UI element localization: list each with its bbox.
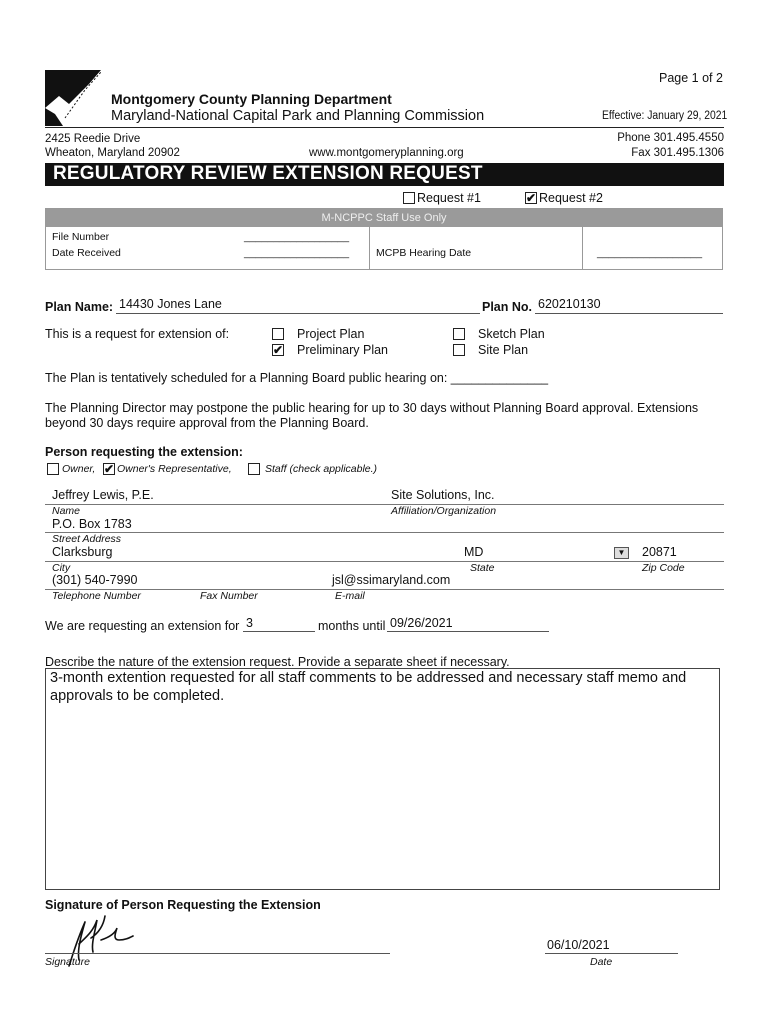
request-2-checkbox[interactable]: ✔: [526, 191, 537, 205]
zip-input[interactable]: 20871: [642, 545, 677, 559]
staff-use-header: M-NCPPC Staff Use Only: [46, 209, 722, 227]
org-label: Affiliation/Organization: [391, 505, 497, 517]
site-plan-checkbox[interactable]: [453, 344, 465, 356]
plan-name-label: Plan Name:: [45, 300, 114, 314]
state-dropdown-button[interactable]: ▼: [614, 547, 629, 559]
project-plan-label: Project Plan: [297, 327, 365, 341]
owners-rep-checkbox[interactable]: ✔: [104, 462, 115, 476]
date-received-field[interactable]: __________________: [244, 247, 350, 259]
extension-lead: We are requesting an extension for: [45, 619, 240, 633]
phone: Phone 301.495.4550: [617, 132, 724, 144]
project-plan-checkbox[interactable]: [272, 328, 284, 340]
plan-no-input[interactable]: 620210130: [538, 297, 601, 311]
plan-no-underline: [535, 313, 723, 314]
date-line: [545, 953, 678, 954]
date-input[interactable]: 06/10/2021: [547, 938, 610, 952]
director-text-1: The Planning Director may postpone the public hearing for up to 30 days without Planning Board approval. Extensions: [45, 401, 699, 415]
staff-divider: [582, 227, 583, 270]
header-rule: [45, 127, 724, 128]
until-date-input[interactable]: 09/26/2021: [390, 616, 453, 630]
mcpb-hearing-field[interactable]: __________________: [597, 247, 703, 259]
email-label: E-mail: [335, 590, 365, 602]
form-title: REGULATORY REVIEW EXTENSION REQUEST: [53, 163, 483, 184]
months-underline: [243, 631, 315, 632]
name-label: Name: [52, 505, 81, 517]
org-input[interactable]: Site Solutions, Inc.: [391, 488, 495, 502]
until-underline: [387, 631, 549, 632]
state-label: State: [470, 562, 495, 574]
plan-name-underline: [116, 313, 480, 314]
signature-heading: Signature of Person Requesting the Extension: [45, 898, 321, 912]
date-received-label: Date Received: [52, 247, 121, 259]
signature-label: Signature: [45, 956, 90, 968]
preliminary-plan-checkbox[interactable]: ✔: [273, 343, 284, 357]
name-input[interactable]: Jeffrey Lewis, P.E.: [52, 488, 154, 502]
street-rule: [45, 532, 724, 533]
form-title-bar: [45, 163, 724, 186]
zip-label: Zip Code: [642, 562, 685, 574]
description-text: 3-month extention requested for all staff comments to be addressed and necessary staff memo and approvals to be completed.: [50, 670, 687, 704]
staff-use-box: [45, 208, 723, 270]
person-heading: Person requesting the extension:: [45, 445, 243, 459]
website: www.montgomeryplanning.org: [309, 147, 464, 159]
director-text-2: beyond 30 days require approval from the Planning Board.: [45, 416, 369, 430]
preliminary-plan-label: Preliminary Plan: [297, 343, 389, 357]
description-textarea[interactable]: [45, 668, 720, 890]
staff-checkbox[interactable]: [248, 463, 260, 475]
sketch-plan-label: Sketch Plan: [478, 327, 545, 341]
page-number: Page 1 of 2: [659, 71, 723, 85]
effective-date: Effective: January 29, 2021: [602, 110, 728, 122]
fax: Fax 301.495.1306: [631, 147, 724, 159]
file-number-field[interactable]: __________________: [244, 231, 350, 243]
city-input[interactable]: Clarksburg: [52, 545, 113, 559]
city-label: City: [52, 562, 71, 574]
description-label: Describe the nature of the extension request. Provide a separate sheet if necessary.: [45, 655, 510, 669]
owners-rep-label: Owner's Representative,: [117, 463, 232, 475]
staff-divider: [369, 227, 370, 270]
signature-line[interactable]: [45, 953, 390, 954]
department-name: Montgomery County Planning Department: [111, 91, 392, 107]
mncppc-logo: [45, 70, 101, 126]
sketch-plan-checkbox[interactable]: [453, 328, 465, 340]
request-2-label: Request #2: [539, 191, 603, 205]
city-rule: [45, 561, 724, 562]
plan-no-label: Plan No.: [482, 300, 533, 314]
request-1-checkbox[interactable]: [403, 192, 415, 204]
address-line-1: 2425 Reedie Drive: [45, 133, 141, 145]
name-rule: [45, 504, 724, 505]
site-plan-label: Site Plan: [478, 343, 529, 357]
file-number-label: File Number: [52, 231, 110, 243]
extension-mid: months until: [318, 619, 386, 633]
address-line-2: Wheaton, Maryland 20902: [45, 147, 180, 159]
months-input[interactable]: 3: [246, 616, 253, 630]
fax-label: Fax Number: [200, 590, 258, 602]
street-input[interactable]: P.O. Box 1783: [52, 517, 132, 531]
owner-checkbox[interactable]: [47, 463, 59, 475]
request-1-label: Request #1: [417, 191, 481, 205]
owner-label: Owner,: [62, 463, 96, 475]
email-input[interactable]: jsl@ssimaryland.com: [332, 573, 451, 587]
state-select[interactable]: MD: [464, 545, 484, 559]
mcpb-hearing-label: MCPB Hearing Date: [376, 247, 472, 259]
hearing-text: The Plan is tentatively scheduled for a Planning Board public hearing on: ______________: [45, 371, 549, 385]
staff-label: Staff (check applicable.): [265, 463, 378, 475]
commission-name: Maryland-National Capital Park and Planning Commission: [111, 108, 485, 124]
street-label: Street Address: [52, 533, 122, 545]
phone-label: Telephone Number: [52, 590, 141, 602]
phone-input[interactable]: (301) 540-7990: [52, 573, 138, 587]
date-label: Date: [590, 956, 613, 968]
extension-of-label: This is a request for extension of:: [45, 327, 230, 341]
phone-rule: [45, 589, 724, 590]
plan-name-input[interactable]: 14430 Jones Lane: [119, 297, 222, 311]
